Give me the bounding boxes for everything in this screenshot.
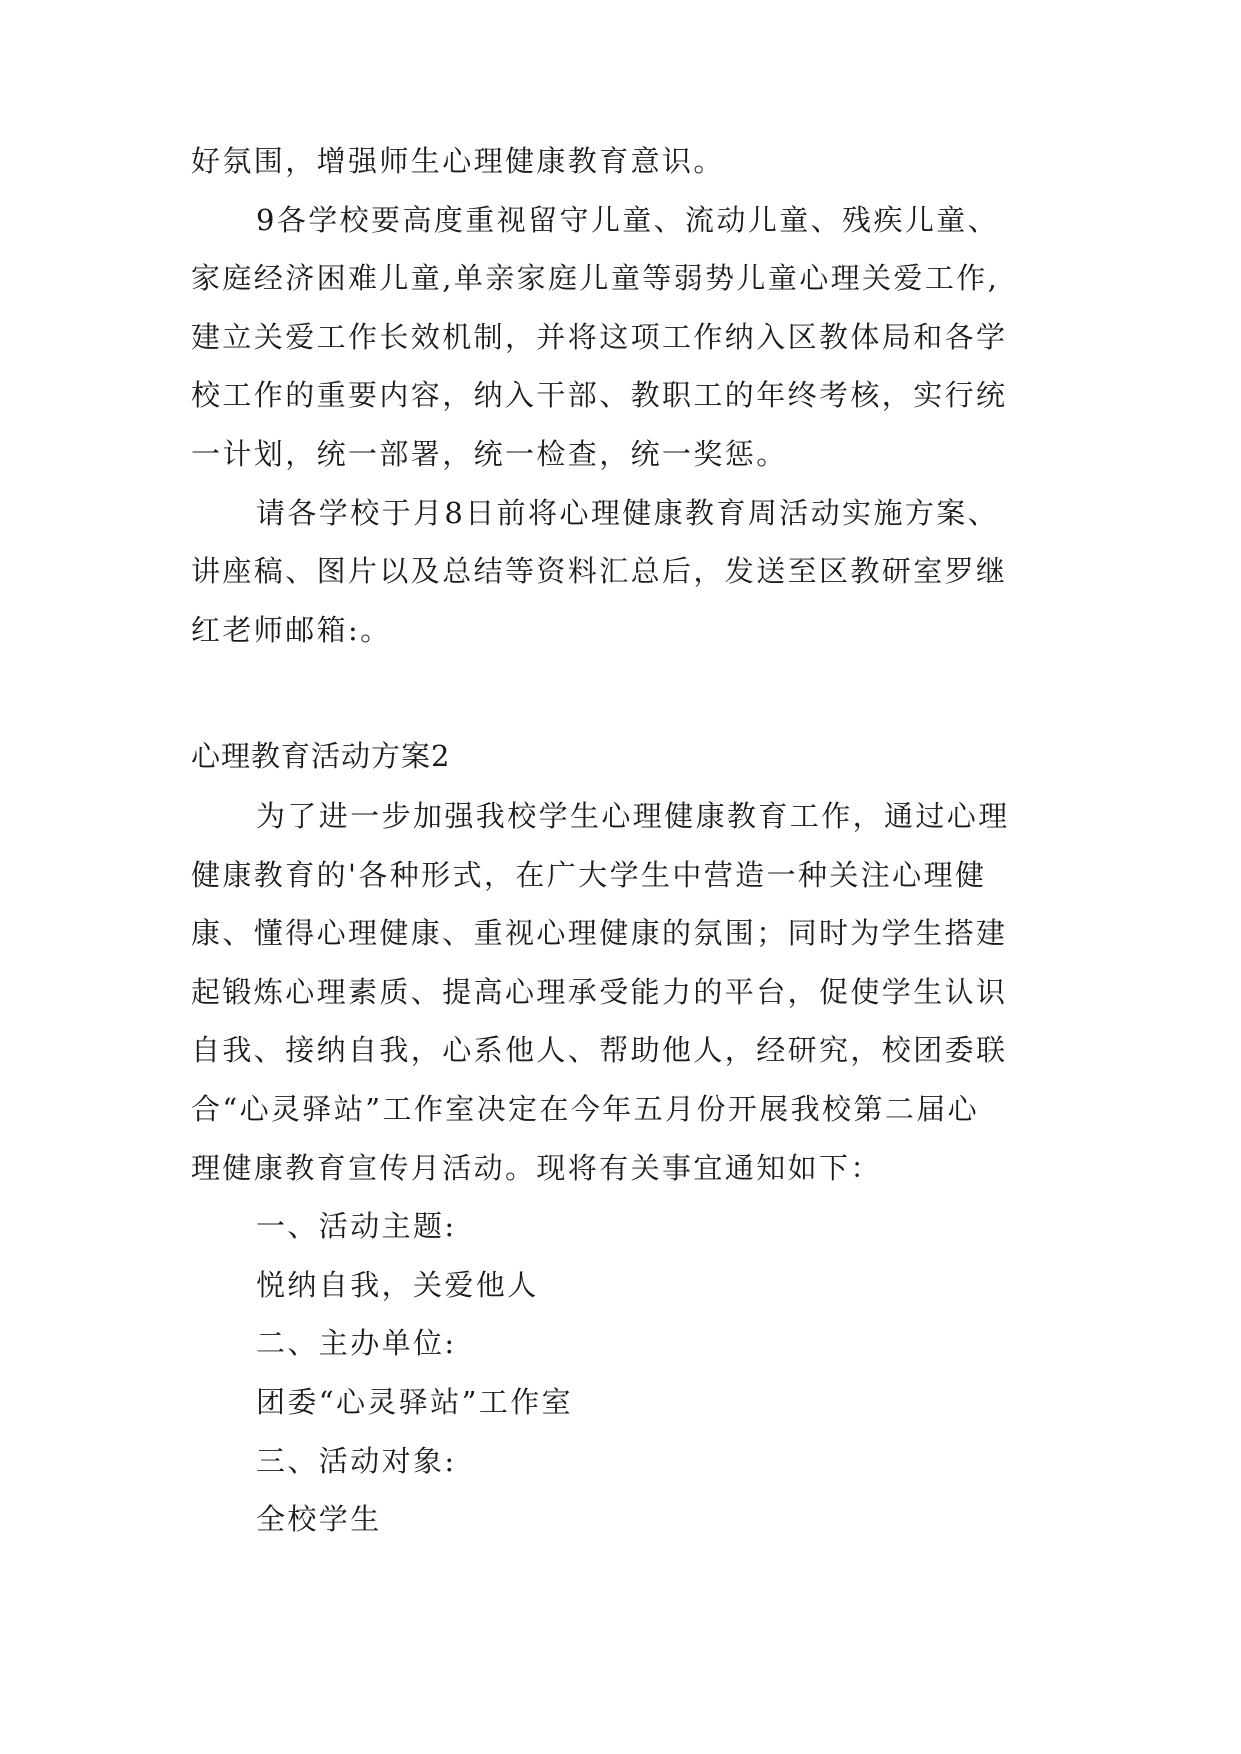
paragraph-line: 康、懂得心理健康、重视心理健康的氛围；同时为学生搭建 [191, 916, 1008, 950]
list-value: 团委“心灵驿站”工作室 [256, 1385, 574, 1419]
paragraph-line: 校工作的重要内容，纳入干部、教职工的年终考核，实行统 [191, 378, 1008, 412]
paragraph-line: 讲座稿、图片以及总结等资料汇总后，发送至区教研室罗继 [191, 554, 1008, 588]
section-title: 心理教育活动方案2 [191, 739, 451, 773]
paragraph-line: 一计划，统一部署，统一检查，统一奖惩。 [191, 437, 788, 471]
list-heading: 三、活动对象: [256, 1444, 457, 1478]
paragraph-line: 好氛围，增强师生心理健康教育意识。 [191, 144, 725, 178]
paragraph-line: 健康教育的'各种形式，在广大学生中营造一种关注心理健 [191, 858, 987, 892]
list-heading: 二、主办单位: [256, 1326, 457, 1360]
paragraph-line: 合“心灵驿站”工作室决定在今年五月份开展我校第二届心 [191, 1092, 980, 1126]
paragraph-line: 为了进一步加强我校学生心理健康教育工作，通过心理 [256, 799, 1010, 833]
paragraph-line: 自我、接纳自我，心系他人、帮助他人，经研究，校团委联 [191, 1033, 1008, 1067]
paragraph-line: 红老师邮箱:。 [191, 613, 392, 647]
paragraph-line: 请各学校于月8日前将心理健康教育周活动实施方案、 [256, 496, 1000, 530]
list-value: 全校学生 [256, 1502, 382, 1536]
paragraph-line: 家庭经济困难儿童,单亲家庭儿童等弱势儿童心理关爱工作, [191, 261, 1000, 295]
paragraph-line: 起锻炼心理素质、提高心理承受能力的平台，促使学生认识 [191, 975, 1008, 1009]
paragraph-line: 9各学校要高度重视留守儿童、流动儿童、残疾儿童、 [256, 203, 1000, 237]
list-value: 悦纳自我，关爱他人 [256, 1268, 539, 1302]
list-heading: 一、活动主题: [256, 1209, 457, 1243]
paragraph-line: 建立关爱工作长效机制，并将这项工作纳入区教体局和各学 [191, 320, 1008, 354]
paragraph-line: 理健康教育宣传月活动。现将有关事宜通知如下： [191, 1151, 882, 1185]
